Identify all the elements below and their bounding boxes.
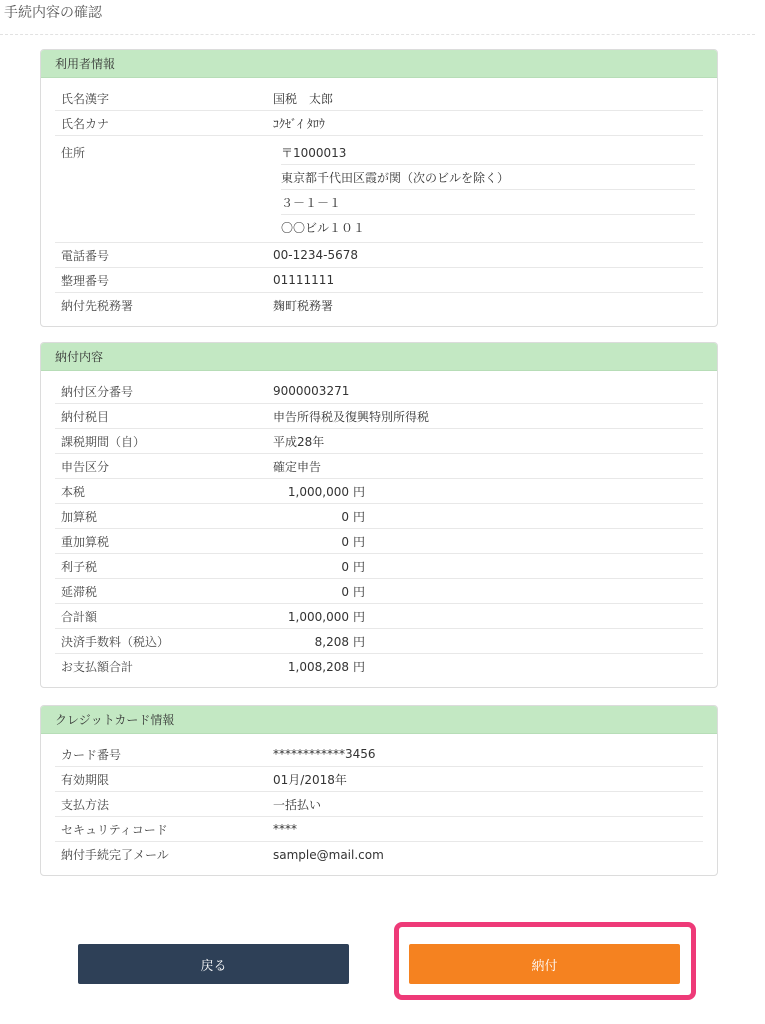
amount-value: 0 — [341, 534, 349, 549]
amount-label: お支払額合計 — [61, 660, 134, 674]
ref-number-value: 01111111 — [273, 273, 335, 287]
address-street: ３－１－１ — [281, 190, 695, 215]
amount-row — [55, 604, 703, 629]
card-row-label: セキュリティコード — [61, 822, 168, 837]
address-lines — [273, 140, 703, 242]
card-row-value: ************3456 — [273, 747, 376, 761]
name-kana-row — [55, 111, 703, 136]
ref-number-row — [55, 268, 703, 293]
amount-row — [55, 529, 703, 554]
amount-value: 0 — [341, 584, 349, 599]
card-panel — [40, 705, 718, 876]
amount-row — [55, 504, 703, 529]
payment-row-label: 納付区分番号 — [61, 384, 134, 399]
card-row — [55, 767, 703, 792]
yen-unit: 円 — [353, 634, 366, 649]
user-info-heading: 利用者情報 — [41, 50, 717, 78]
payment-heading: 納付内容 — [41, 343, 717, 371]
name-kanji-row — [55, 86, 703, 111]
payment-panel — [40, 342, 718, 688]
card-row-label: 支払方法 — [61, 797, 110, 812]
amount-row — [55, 629, 703, 654]
amount-label: 加算税 — [61, 509, 98, 524]
payment-row-label: 課税期間（自） — [61, 434, 146, 449]
address-postal-code: 〒1000013 — [281, 140, 695, 165]
yen-unit: 円 — [353, 484, 366, 499]
amount-label: 決済手数料（税込） — [61, 634, 170, 649]
card-row — [55, 842, 703, 867]
phone-value: 00-1234-5678 — [273, 248, 359, 262]
page-title: 手続内容の確認 — [4, 5, 102, 21]
amount-row — [55, 479, 703, 504]
amount-label: 重加算税 — [61, 534, 110, 549]
pay-button[interactable]: 納付 — [409, 944, 680, 984]
card-row-value: 一括払い — [273, 797, 322, 812]
back-button[interactable]: 戻る — [78, 944, 349, 984]
payment-row-label: 申告区分 — [61, 459, 110, 474]
phone-row — [55, 243, 703, 268]
amount-value: 0 — [341, 559, 349, 574]
amount-value: 1,000,000 — [287, 609, 349, 624]
amount-row — [55, 654, 703, 679]
yen-unit: 円 — [353, 534, 366, 549]
card-row-label: 有効期限 — [61, 772, 110, 787]
payment-row — [55, 429, 703, 454]
yen-unit: 円 — [353, 609, 366, 624]
tax-office-row — [55, 293, 703, 318]
title-divider — [0, 34, 755, 35]
card-row-value: **** — [273, 822, 297, 836]
card-row-label: カード番号 — [61, 747, 122, 762]
name-kana-value: ｺｸｾﾞｲ ﾀﾛｳ — [273, 116, 325, 131]
card-row-label: 納付手続完了メール — [61, 848, 169, 862]
yen-unit: 円 — [353, 584, 366, 599]
yen-unit: 円 — [353, 660, 366, 674]
name-kana-label: 氏名カナ — [61, 116, 110, 131]
amount-label: 延滞税 — [61, 584, 98, 599]
payment-row-label: 納付税目 — [61, 409, 110, 424]
payment-row — [55, 454, 703, 479]
card-row — [55, 742, 703, 767]
card-row — [55, 817, 703, 842]
ref-number-label: 整理番号 — [61, 273, 110, 288]
amount-label: 利子税 — [61, 559, 98, 574]
tax-office-value: 麹町税務署 — [273, 299, 334, 313]
amount-value: 1,008,208 — [287, 660, 349, 674]
card-heading: クレジットカード情報 — [41, 706, 717, 734]
payment-row-value: 9000003271 — [273, 384, 350, 398]
payment-row — [55, 379, 703, 404]
name-kanji-value: 国税 太郎 — [273, 91, 334, 106]
amount-value: 8,208 — [314, 634, 349, 649]
yen-unit: 円 — [353, 509, 366, 524]
address-city: 東京都千代田区霞が関（次のビルを除く） — [281, 165, 695, 190]
card-row — [55, 792, 703, 817]
amount-value: 1,000,000 — [287, 484, 349, 499]
tax-office-label: 納付先税務署 — [61, 299, 134, 313]
phone-label: 電話番号 — [61, 248, 110, 263]
payment-row-value: 申告所得税及復興特別所得税 — [273, 409, 430, 424]
amount-label: 本税 — [61, 484, 86, 499]
card-row-value: 01月/2018年 — [273, 772, 347, 787]
address-building: 〇〇ビル１０１ — [281, 221, 366, 235]
amount-row — [55, 554, 703, 579]
yen-unit: 円 — [353, 559, 366, 574]
name-kanji-label: 氏名漢字 — [61, 91, 110, 106]
amount-value: 0 — [341, 509, 349, 524]
payment-row-value: 確定申告 — [273, 459, 322, 474]
card-row-value: sample@mail.com — [273, 847, 384, 862]
address-row — [55, 136, 703, 243]
amount-label: 合計額 — [61, 609, 98, 624]
payment-row-value: 平成28年 — [273, 434, 325, 449]
amount-row — [55, 579, 703, 604]
user-info-panel — [40, 49, 718, 327]
payment-row — [55, 404, 703, 429]
address-label: 住所 — [61, 146, 86, 160]
